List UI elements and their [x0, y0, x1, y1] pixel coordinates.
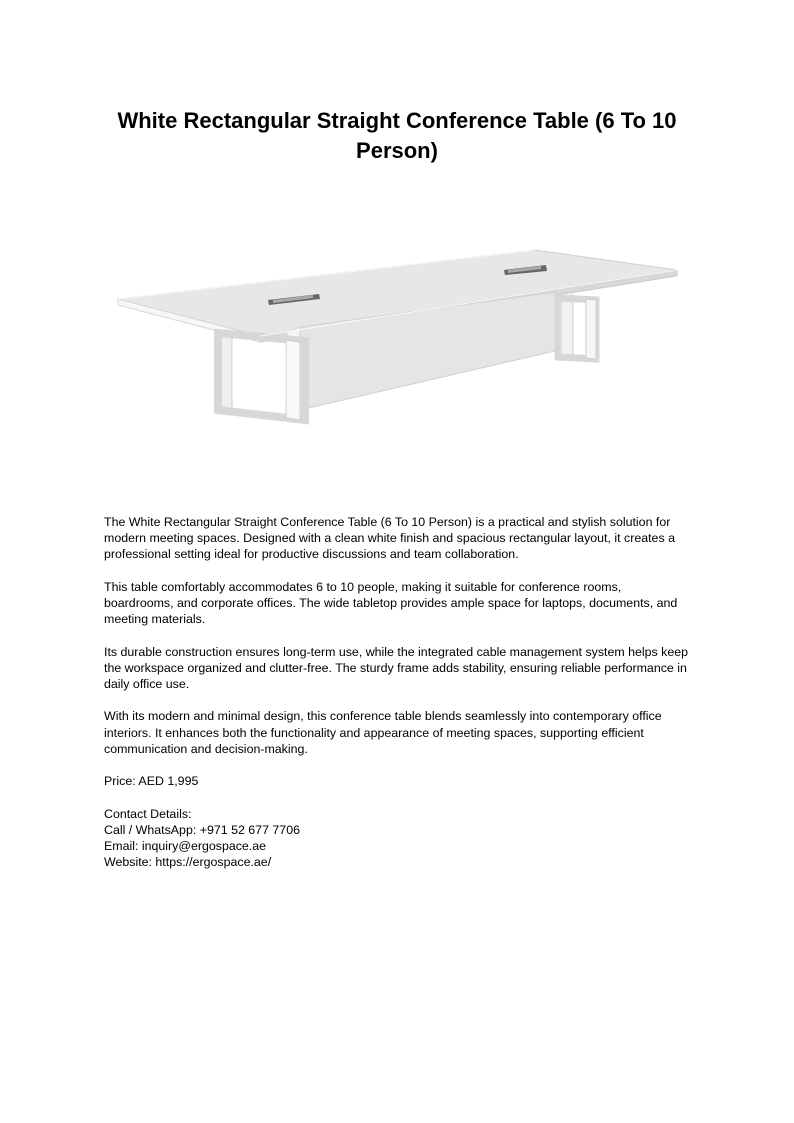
contact-email: Email: inquiry@ergospace.ae	[104, 838, 267, 853]
price-text: Price: AED 1,995	[104, 774, 199, 789]
contact-phone: Call / WhatsApp: +971 52 677 7706	[104, 822, 300, 837]
contact-website: Website: https://ergospace.ae/	[104, 855, 272, 870]
contact-details	[104, 806, 690, 871]
conference-table-image	[110, 240, 682, 430]
description-paragraph: The White Rectangular Straight Conference Table (6 To 10 Person) is a practical and stylish solution for modern meeting spaces. Designed with a clean white finish and spacious rectangular layout, it creates a professional setting ideal for productive discussions and team collaboration.	[104, 515, 675, 562]
description-paragraph: With its modern and minimal design, this conference table blends seamlessly into contemporary office interiors. It enhances both the functionality and appearance of meeting spaces, supporting efficient communication and decision-making.	[104, 709, 662, 756]
page-title: White Rectangular Straight Conference Table (6 To 10 Person)	[117, 108, 677, 163]
product-description	[104, 514, 690, 870]
description-paragraph: This table comfortably accommodates 6 to 10 people, making it suitable for conference rooms, boardrooms, and corporate offices. The wide tabletop provides ample space for laptops, documents, and meeting materials.	[104, 579, 678, 627]
contact-heading: Contact Details:	[104, 806, 192, 821]
description-paragraph: Its durable construction ensures long-term use, while the integrated cable management system helps keep the workspace organized and clutter-free. The sturdy frame adds stability, ensuring reliable performance in daily office use.	[104, 644, 689, 691]
